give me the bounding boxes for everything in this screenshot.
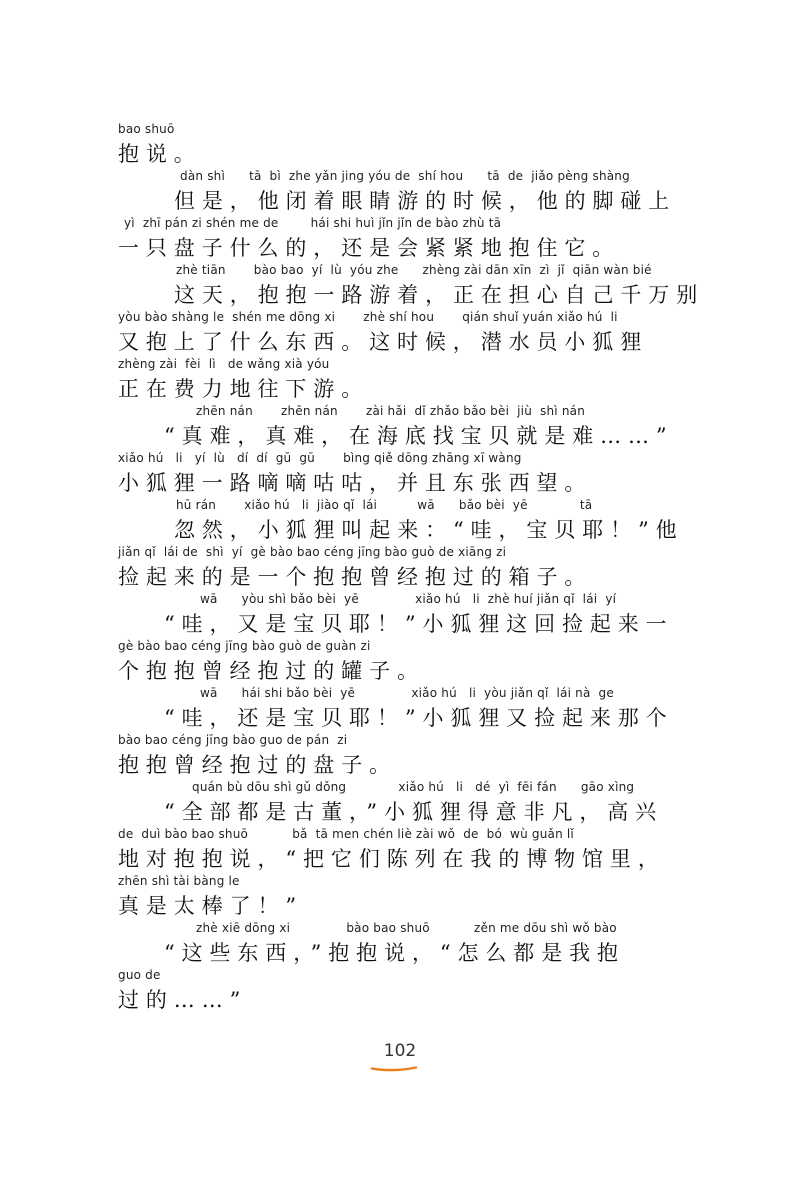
pinyin-annotation: guo de — [118, 968, 161, 982]
chinese-text: 抱抱曾经抱过的盘子。 — [118, 753, 397, 777]
pinyin-annotation: dàn shì tā bì zhe yǎn jing yóu de shí hou tā de jiǎo pèng shàng — [180, 169, 630, 183]
pinyin-annotation: zhèng zài fèi lì de wǎng xià yóu — [118, 357, 330, 371]
pinyin-annotation: wā yòu shì bǎo bèi yē xiǎo hú li zhè huí jiǎn qǐ lái yí — [200, 592, 617, 606]
pinyin-annotation: de duì bào bao shuō bǎ tā men chén liè zài wǒ de bó wù guǎn lǐ — [118, 827, 574, 841]
chinese-text: 捡起来的是一个抱抱曾经抱过的箱子。 — [118, 565, 593, 589]
pinyin-annotation: bào bao céng jīng bào guo de pán zi — [118, 733, 348, 747]
chinese-text: “哇，还是宝贝耶！”小狐狸又捡起来那个 — [164, 706, 674, 730]
pinyin-annotation: gè bào bao céng jīng bào guò de guàn zi — [118, 639, 371, 653]
pinyin-annotation: yì zhī pán zi shén me de hái shi huì jǐn jǐn de bào zhù tā — [124, 216, 502, 230]
chinese-text: “这些东西，”抱抱说，“怎么都是我抱 — [164, 941, 625, 965]
chinese-text: 过的……” — [118, 988, 248, 1012]
pinyin-annotation: xiǎo hú li yí lù dí dí gū gū bìng qiě dōng zhāng xī wàng — [118, 451, 522, 465]
chinese-text: 抱说。 — [118, 142, 202, 166]
pinyin-annotation: zhè tiān bào bao yí lù yóu zhe zhèng zài dān xīn zì jǐ qiān wàn bié — [176, 263, 652, 277]
chinese-text: 小狐狸一路嘀嘀咕咕，并且东张西望。 — [118, 471, 593, 495]
chinese-text: “哇，又是宝贝耶！”小狐狸这回捡起来一 — [164, 612, 674, 636]
chinese-text: 这天，抱抱一路游着，正在担心自己千万别 — [174, 283, 705, 307]
chinese-text: 正在费力地往下游。 — [118, 377, 370, 401]
pinyin-annotation: hū rán xiǎo hú li jiào qǐ lái wā bǎo bèi yē tā — [176, 498, 593, 512]
pinyin-annotation: bao shuō — [118, 122, 175, 136]
chinese-text: 真是太棒了！” — [118, 894, 304, 918]
pinyin-annotation: zhēn shì tài bàng le — [118, 874, 240, 888]
chinese-text: 个抱抱曾经抱过的罐子。 — [118, 659, 425, 683]
pinyin-annotation: yòu bào shàng le shén me dōng xi zhè shí hou qián shuǐ yuán xiǎo hú li — [118, 310, 618, 324]
pinyin-annotation: wā hái shi bǎo bèi yē xiǎo hú li yòu jiǎn qǐ lái nà ge — [200, 686, 614, 700]
chinese-text: 忽然，小狐狸叫起来：“哇，宝贝耶！”他 — [174, 518, 684, 542]
pinyin-annotation: zhēn nán zhēn nán zài hǎi dǐ zhǎo bǎo bèi jiù shì nán — [196, 404, 586, 418]
chinese-text: 但是，他闭着眼睛游的时候，他的脚碰上 — [174, 189, 677, 213]
pinyin-annotation: quán bù dōu shì gǔ dǒng xiǎo hú li dé yì fēi fán gāo xìng — [192, 780, 635, 794]
pinyin-annotation: zhè xiē dōng xi bào bao shuō zěn me dōu shì wǒ bào — [196, 921, 617, 935]
pinyin-annotation: jiǎn qǐ lái de shì yí gè bào bao céng jīng bào guò de xiāng zi — [118, 545, 507, 559]
page-number: 102 — [383, 1041, 417, 1061]
chinese-text: “全部都是古董，”小狐狸得意非凡，高兴 — [164, 800, 664, 824]
chinese-text: 地对抱抱说，“把它们陈列在我的博物馆里， — [118, 847, 666, 871]
brush-stroke-decoration — [366, 1064, 422, 1072]
chinese-text: 又抱上了什么东西。这时候，潜水员小狐狸 — [118, 330, 649, 354]
chinese-text: “真难，真难，在海底找宝贝就是难……” — [164, 424, 674, 448]
chinese-text: 一只盘子什么的，还是会紧紧地抱住它。 — [118, 236, 621, 260]
